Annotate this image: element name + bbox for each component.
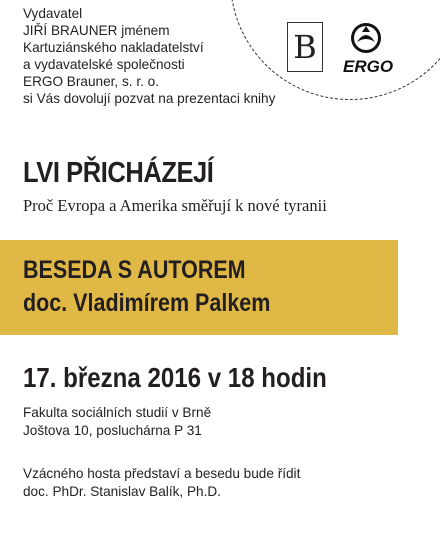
ergo-logo-wordmark: ERGO [343,57,394,76]
publisher-line: a vydavatelské společnosti [23,56,185,72]
host-line: Vzácného hosta představí a besedu bude řídit [23,466,301,481]
author-talk-band [0,240,398,335]
publisher-line: JIŘÍ BRAUNER jménem [23,22,170,38]
author-name: doc. Vladimírem Palkem [23,289,271,317]
book-title: LVI PŘICHÁZEJÍ [23,157,214,189]
brauner-logo-letter: B [293,28,317,66]
host-line: doc. PhDr. Stanislav Balík, Ph.D. [23,483,221,499]
venue-line: Joštova 10, posluchárna P 31 [23,422,202,438]
venue-line: Fakulta sociálních studií v Brně [23,405,212,420]
publisher-invitation [23,6,275,107]
publisher-line: ERGO Brauner, s. r. o. [23,73,159,89]
publisher-line: Kartuziánského nakladatelství [23,39,204,55]
event-venue [23,404,211,439]
event-datetime: 17. března 2016 v 18 hodin [23,362,327,393]
ergo-logo [338,20,422,80]
book-subtitle: Proč Evropa a Amerika směřují k nové tyranii [23,196,327,215]
event-host [23,465,300,500]
author-talk-heading: BESEDA S AUTOREM [23,256,246,284]
publisher-line: Vydavatel [23,6,83,21]
brauner-logo [287,22,323,72]
publisher-line: si Vás dovolují pozvat na prezentaci knihy [23,90,276,106]
